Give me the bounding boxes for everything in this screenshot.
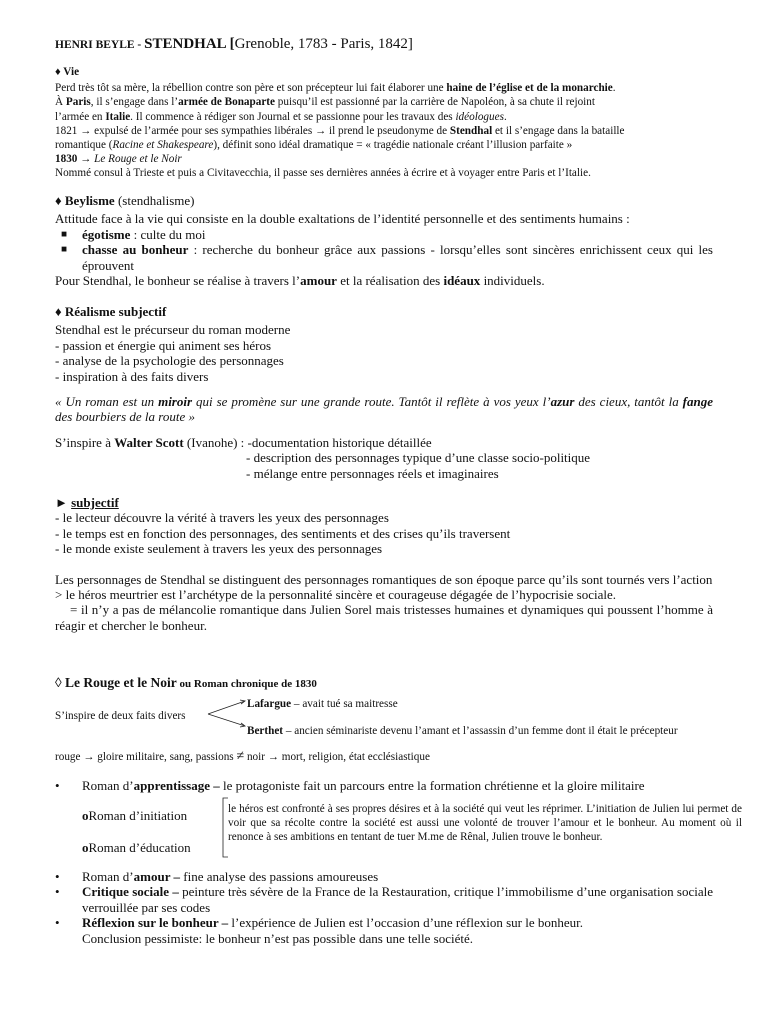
vie-line-4: 1821 → expulsé de l’armée pour ses sympathies libérales → il prend le pseudonyme de Stendhal et il s’engage dans la bataille [55,124,625,137]
branch-arrows [205,693,250,733]
list-item: • Critique sociale – peinture très sévère de la France de la Restauration, critique l’immobilisme d’une organisation sociale verrouillée par ses codes [55,884,714,915]
realisme-line: - analyse de la psychologie des personnages [55,353,284,369]
list-item: • Roman d’amour – fine analyse des passions amoureuses [55,869,379,884]
subjectif-paragraph: = il n’y a pas de mélancolie romantique dans Julien Sorel mais tristesses humaines et dynamiques qui poussent l’homme à réagir et chercher le bonheur. [55,602,713,633]
section-realisme [55,304,713,481]
section-title: ♦ Vie [55,66,80,78]
subjectif-line: - le lecteur découvre la vérité à travers les yeux des personnages [55,510,389,526]
section-rouge-et-noir [55,674,713,692]
subjectif-line: - le monde existe seulement à travers les yeux des personnages [55,541,383,557]
vie-line-6: 1830 → Le Rouge et le Noir [55,153,182,166]
walter-scott-item: - mélange entre personnages réels et imaginaires [246,465,499,481]
beylisme-conclusion: Pour Stendhal, le bonheur se réalise à travers l’amour et la réalisation des idéaux individuels. [55,273,545,289]
roman-list [55,778,713,793]
section-title: ► subjectif [55,495,119,510]
author-name: STENDHAL [144,36,226,52]
author-dates: Grenoble, 1783 - Paris, 1842] [234,36,413,52]
beylisme-intro: Attitude face à la vie qui consiste en la double exaltations de l’identité personnelle et des sentiments humains : [55,211,630,227]
fait-berthet: Berthet – ancien séminariste devenu l’amant et l’assassin d’un femme dont il était le précepteur [247,725,678,737]
sub-initiation: oRoman d’initiation [82,808,188,823]
vie-line-3: l’armée en Italie. Il commence à rédiger son Journal et se passionne pour les travaux des idéologues. [55,110,507,123]
sub-education: oRoman d’éducation [82,840,191,855]
list-item: • Réflexion sur le bonheur – l’expérience de Julien est l’occasion d’une réflexion sur le bonheur. [55,915,583,931]
roman-list-2 [55,869,713,946]
rouge-noir-symbolism: rouge → gloire militaire, sang, passions ≠ noir → mort, religion, état ecclésiastique [55,749,430,764]
section-title: ♦ Réalisme subjectif [55,304,167,319]
vie-line-5: romantique (Racine et Shakespeare), définit sono idéal dramatique = « tragédie nationale créant l’illusion parfaite » [55,139,573,152]
subjectif-line: - le temps est en fonction des personnages, des sentiments et des crises qu’ils traversent [55,525,511,541]
subjectif-paragraph: Les personnages de Stendhal se distinguent des personnages romantiques de son époque parce qu’ils sont tournés vers l’action [55,571,713,587]
list-item: ■ chasse au bonheur : recherche du bonheur grâce aux passions - lorsqu’elles sont sincères enrichissent ceux qui les éprouvent [61,242,713,273]
list-item: ■ égotisme : culte du moi [61,226,206,242]
vie-line-7: Nommé consul à Trieste et puis a Civitavecchia, il passe ses dernières années à écrire et à voyager entre Paris et l’Italie. [55,167,591,180]
realisme-line: - inspiration à des faits divers [55,368,209,384]
section-title: ◊ Le Rouge et le Noir ou Roman chronique de 1830 [55,675,317,690]
vie-line-2: À Paris, il s’engage dans l’armée de Bonaparte puisqu’il est passionné par la carrière de Napoléon, à sa chute il rejoint [55,96,595,109]
faits-divers-label: S’inspire de deux faits divers [55,710,186,722]
section-title: ♦ Beylisme (stendhalisme) [55,193,195,208]
section-subjectif [55,495,713,633]
subjectif-paragraph: > le héros meurtrier est l’archétype de la personnalité sincère et courageuse dégagée de l’hypocrisie sociale. [55,587,617,603]
list-item: • Roman d’apprentissage – le protagoniste fait un parcours entre la formation chrétienne et la gloire militaire [55,778,645,793]
fait-lafargue: Lafargue – avait tué sa maitresse [247,698,398,710]
miroir-quote: « Un roman est un miroir qui se promène sur une grande route. Tantôt il reflète à vos yeux l’azur des cieux, tantôt la fange des bourbiers de la route » [55,394,714,425]
realisme-line: Stendhal est le précurseur du roman moderne [55,322,291,338]
initiation-description: le héros est confronté à ses propres désires et à la société qui veut les réprimer. L’initiation de Julien lui permet de voir que sa récolte contre la société est aussi une volonté de trouver l’amour et le bonheur. Au moment où il renonce à ses ambitions en tentant de tuer M.me de Rênal, Julien trouve le bonheur. [228,803,742,843]
document-header [55,36,713,53]
conclusion-line: Conclusion pessimiste: le bonheur n’est pas possible dans une telle société. [82,930,474,946]
walter-scott-line: S’inspire à Walter Scott (Ivanohe) : -documentation historique détaillée [55,434,432,450]
author-prefix: HENRI BEYLE - [55,39,145,51]
section-vie [55,65,713,181]
realisme-line: - passion et énergie qui animent ses héros [55,337,272,353]
bracket: [ [225,36,235,52]
vie-line-1: Perd très tôt sa mère, la rébellion contre son père et son précepteur lui fait élaborer une haine de l’église et de la monarchie. [55,82,616,95]
walter-scott-item: - description des personnages typique d’une classe socio-politique [246,450,591,466]
section-beylisme [55,193,713,288]
